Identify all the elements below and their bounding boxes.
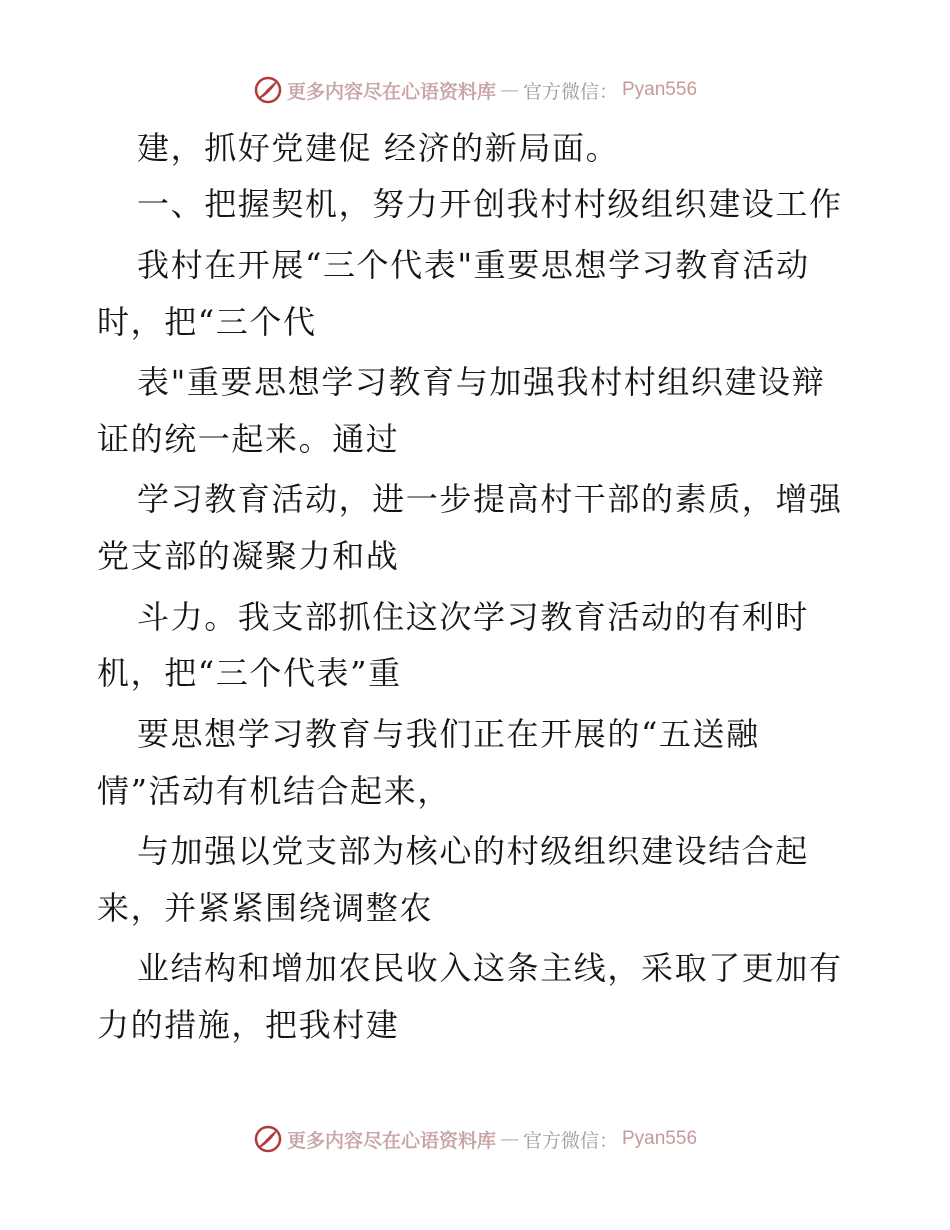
header-watermark	[0, 70, 950, 110]
text-line: 机，把“三个代表”重	[97, 654, 402, 692]
text-line: 党支部的凝聚力和战	[97, 537, 400, 575]
quill-logo-icon	[253, 1124, 283, 1154]
text-line: 表"重要思想学习教育与加强我村村组织建设辩	[137, 363, 826, 401]
text-line: 要思想学习教育与我们正在开展的“五送融	[137, 715, 760, 753]
text-line: 来，并紧紧围绕调整农	[97, 889, 434, 927]
watermark-wechat-id: Pyan556	[622, 1128, 698, 1149]
text-line: 业结构和增加农民收入这条主线，采取了更加有	[137, 949, 843, 987]
watermark-site-text: 更多内容尽在心语资料库	[286, 80, 496, 103]
watermark-dash: —	[499, 79, 519, 101]
watermark-wechat-label: 官方微信：	[522, 1129, 618, 1152]
text-line: 情”活动有机结合起来，	[97, 772, 451, 810]
text-line: 一、把握契机，努力开创我村村级组织建设工作	[137, 185, 843, 223]
watermark-dash: —	[499, 1128, 519, 1150]
watermark-wechat-id: Pyan556	[622, 79, 698, 100]
text-line: 我村在开展“三个代表"重要思想学习教育活动	[137, 246, 810, 284]
text-line: 力的措施，把我村建	[97, 1006, 400, 1044]
quill-logo-icon	[253, 75, 283, 105]
text-line: 斗力。我支部抓住这次学习教育活动的有利时	[137, 598, 810, 636]
footer-watermark	[0, 1119, 950, 1159]
text-line: 建，抓好党建促 经济的新局面。	[137, 129, 620, 167]
watermark-wechat-label: 官方微信：	[522, 80, 618, 103]
text-line: 学习教育活动，进一步提高村干部的素质，增强	[137, 480, 843, 518]
watermark-site-text: 更多内容尽在心语资料库	[286, 1129, 496, 1152]
text-line: 与加强以党支部为核心的村级组织建设结合起	[137, 832, 810, 870]
text-line: 证的统一起来。通过	[97, 420, 400, 458]
text-line: 时，把“三个代	[97, 303, 317, 341]
